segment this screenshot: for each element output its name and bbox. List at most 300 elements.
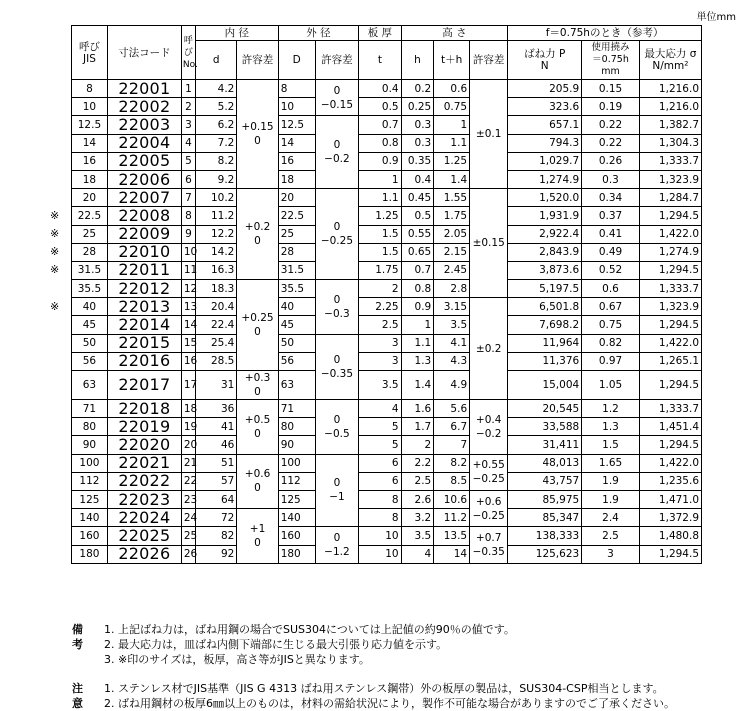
cell-th: 1 <box>434 116 470 134</box>
cell-D-tol-upper: 0 <box>333 532 341 544</box>
cell-th: 6.7 <box>434 418 470 436</box>
cell-stress: 1,265.1 <box>639 352 701 370</box>
cell-D: 40 <box>278 298 315 316</box>
cell-D: 20 <box>278 189 315 207</box>
cell-jis: 63 <box>72 371 108 400</box>
cell-code: 22007 <box>107 189 181 207</box>
cell-no: 15 <box>181 334 195 352</box>
header-t: t <box>359 41 401 80</box>
cell-h: 1.6 <box>401 400 434 418</box>
cell-d: 31 <box>196 371 237 400</box>
cell-t: 5 <box>359 436 401 454</box>
cell-t: 0.8 <box>359 134 401 152</box>
cell-D: 35.5 <box>278 280 315 298</box>
cell-d-tol <box>237 371 278 400</box>
header-outer: 外 径 <box>278 26 359 41</box>
cell-force: 48,013 <box>508 454 582 472</box>
cell-D: 14 <box>278 134 315 152</box>
cell-h: 0.9 <box>401 298 434 316</box>
header-d: d <box>196 41 237 80</box>
cell-force: 7,698.2 <box>508 316 582 334</box>
cell-d-tol <box>237 454 278 509</box>
header-ref: f＝0.75hのとき（参考） <box>508 26 702 41</box>
cell-d: 72 <box>196 509 237 527</box>
table-row <box>72 261 702 279</box>
cell-d: 28.5 <box>196 352 237 370</box>
cell-th: 1.4 <box>434 170 470 188</box>
cell-h-tol-lower: −0.35 <box>472 546 505 558</box>
cell-h: 0.4 <box>401 170 434 188</box>
cell-jis: 80 <box>72 418 108 436</box>
cell-d: 25.4 <box>196 334 237 352</box>
header-D-tol: 許容差 <box>315 41 359 80</box>
cell-th: 13.5 <box>434 527 470 545</box>
cell-d-tol <box>237 189 278 280</box>
cell-d: 12.2 <box>196 225 237 243</box>
cell-no: 21 <box>181 454 195 472</box>
cell-code: 22003 <box>107 116 181 134</box>
cell-D: 12.5 <box>278 116 315 134</box>
cell-th: 1.25 <box>434 152 470 170</box>
cell-force: 323.6 <box>508 98 582 116</box>
cell-d: 57 <box>196 472 237 490</box>
cell-deflection: 0.6 <box>582 280 640 298</box>
cell-t: 5 <box>359 418 401 436</box>
cell-D-tol-lower: −0.15 <box>320 98 354 111</box>
cell-deflection: 1.2 <box>582 400 640 418</box>
cell-th: 7 <box>434 436 470 454</box>
cell-t: 8 <box>359 509 401 527</box>
cell-h: 2.2 <box>401 454 434 472</box>
cell-h: 0.65 <box>401 243 434 261</box>
cell-D-tol-lower: −0.2 <box>324 153 350 166</box>
cell-deflection: 0.26 <box>582 152 640 170</box>
header-height: 高 さ <box>401 26 508 41</box>
cell-h: 4 <box>401 545 434 563</box>
cell-h-tol <box>470 527 508 563</box>
cell-d: 36 <box>196 400 237 418</box>
cell-jis: 35.5 <box>72 280 108 298</box>
cell-code: 22005 <box>107 152 181 170</box>
size-mark: ※ <box>50 227 60 241</box>
cell-d: 7.2 <box>196 134 237 152</box>
cell-no: 20 <box>181 436 195 454</box>
cell-th: 1.75 <box>434 207 470 225</box>
cell-h-tol <box>470 490 508 526</box>
cell-h: 0.7 <box>401 261 434 279</box>
cell-D-tol <box>315 334 359 399</box>
cell-D: 140 <box>278 509 315 527</box>
table-row <box>72 152 702 170</box>
cell-deflection: 0.22 <box>582 134 640 152</box>
cell-no: 23 <box>181 490 195 508</box>
cell-t: 10 <box>359 545 401 563</box>
cell-jis: 28 <box>72 243 108 261</box>
header-d-tol: 許容差 <box>237 41 278 80</box>
cell-jis: 112 <box>72 472 108 490</box>
cell-t: 4 <box>359 400 401 418</box>
cell-no: 14 <box>181 316 195 334</box>
cell-d: 16.3 <box>196 261 237 279</box>
cell-d: 4.2 <box>196 80 237 98</box>
spec-table-body <box>72 80 702 564</box>
cell-d: 5.2 <box>196 98 237 116</box>
cell-force: 85,347 <box>508 509 582 527</box>
cell-h-tol-upper: +0.55 <box>472 459 505 472</box>
table-row <box>72 98 702 116</box>
cell-d: 51 <box>196 454 237 472</box>
header-inner: 内 径 <box>196 26 279 41</box>
cell-stress: 1,216.0 <box>639 98 701 116</box>
cell-force: 1,029.7 <box>508 152 582 170</box>
cell-stress: 1,333.7 <box>639 400 701 418</box>
cell-stress: 1,274.9 <box>639 243 701 261</box>
cell-jis: 125 <box>72 490 108 508</box>
header-code: 寸法コード <box>107 26 181 80</box>
cell-d-tol-lower: 0 <box>254 427 261 440</box>
cell-D-tol <box>315 80 359 116</box>
note-line: 3. ※印のサイズは，板厚，高さ等がJISと異なります。 <box>104 653 370 666</box>
cell-code: 22020 <box>107 436 181 454</box>
cell-th: 3.15 <box>434 298 470 316</box>
table-row <box>72 352 702 370</box>
cell-th: 8.2 <box>434 454 470 472</box>
cell-no: 4 <box>181 134 195 152</box>
cell-deflection: 0.52 <box>582 261 640 279</box>
cell-h: 2.5 <box>401 472 434 490</box>
cell-th: 4.3 <box>434 352 470 370</box>
cell-code: 22023 <box>107 490 181 508</box>
cell-stress: 1,471.0 <box>639 490 701 508</box>
cell-code: 22012 <box>107 280 181 298</box>
size-mark: ※ <box>50 208 60 222</box>
header-stress: 最大応力 σ N/mm² <box>639 41 701 80</box>
cell-D-tol-upper: 0 <box>333 221 341 234</box>
cell-deflection: 0.49 <box>582 243 640 261</box>
cell-stress: 1,333.7 <box>639 152 701 170</box>
cell-h: 0.25 <box>401 98 434 116</box>
cell-d: 9.2 <box>196 170 237 188</box>
cell-deflection: 2.5 <box>582 527 640 545</box>
cell-force: 2,922.4 <box>508 225 582 243</box>
cell-t: 10 <box>359 527 401 545</box>
cell-code: 22004 <box>107 134 181 152</box>
cell-jis: 14 <box>72 134 108 152</box>
cell-deflection: 0.22 <box>582 116 640 134</box>
cell-force: 33,588 <box>508 418 582 436</box>
cell-jis: 25 <box>72 225 108 243</box>
cell-d-tol-upper: +0.2 <box>244 221 271 234</box>
cell-stress: 1,422.0 <box>639 334 701 352</box>
cell-h: 1.3 <box>401 352 434 370</box>
cell-force: 794.3 <box>508 134 582 152</box>
cell-force: 6,501.8 <box>508 298 582 316</box>
table-row <box>72 207 702 225</box>
cell-deflection: 0.67 <box>582 298 640 316</box>
cell-force: 657.1 <box>508 116 582 134</box>
cell-no: 19 <box>181 418 195 436</box>
cell-d: 22.4 <box>196 316 237 334</box>
cell-jis: 180 <box>72 545 108 563</box>
cell-no: 22 <box>181 472 195 490</box>
cell-d: 8.2 <box>196 152 237 170</box>
cell-code: 22024 <box>107 509 181 527</box>
cell-d-tol-lower: 0 <box>254 135 261 148</box>
cell-force: 11,964 <box>508 334 582 352</box>
cell-h: 0.3 <box>401 116 434 134</box>
cell-D-tol-upper: 0 <box>333 477 341 490</box>
cell-code: 22025 <box>107 527 181 545</box>
cell-D: 16 <box>278 152 315 170</box>
cell-h-tol <box>470 400 508 455</box>
notes-label: 備考 <box>72 623 83 651</box>
cell-h: 0.5 <box>401 207 434 225</box>
header-h-tol: 許容差 <box>470 41 508 80</box>
cell-D: 125 <box>278 490 315 508</box>
header-h: h <box>401 41 434 80</box>
cell-stress: 1,323.9 <box>639 298 701 316</box>
cell-D: 22.5 <box>278 207 315 225</box>
cell-D-tol-upper: 0 <box>333 413 341 426</box>
table-row <box>72 490 702 508</box>
cell-code: 22018 <box>107 400 181 418</box>
cell-D: 18 <box>278 170 315 188</box>
cell-jis: 140 <box>72 509 108 527</box>
cell-deflection: 0.97 <box>582 352 640 370</box>
cell-D-tol-lower: −0.25 <box>320 235 354 248</box>
table-row <box>72 170 702 188</box>
cell-d-tol-lower: 0 <box>254 326 261 339</box>
header-D: D <box>278 41 315 80</box>
cell-stress: 1,294.5 <box>639 261 701 279</box>
table-row <box>72 472 702 490</box>
cell-jis: 8 <box>72 80 108 98</box>
cell-h: 1.1 <box>401 334 434 352</box>
cell-deflection: 2.4 <box>582 509 640 527</box>
cell-th: 2.05 <box>434 225 470 243</box>
cell-D: 112 <box>278 472 315 490</box>
cell-th: 2.8 <box>434 280 470 298</box>
table-row <box>72 298 702 316</box>
header-deflection: 使用撓み ＝0.75h mm <box>582 41 640 80</box>
unit-label: 単位mm <box>696 12 736 23</box>
cell-D: 28 <box>278 243 315 261</box>
cell-deflection: 1.9 <box>582 472 640 490</box>
cell-th: 0.75 <box>434 98 470 116</box>
cell-jis: 50 <box>72 334 108 352</box>
cell-deflection: 0.34 <box>582 189 640 207</box>
table-row <box>72 418 702 436</box>
cell-t: 1.5 <box>359 243 401 261</box>
cell-D-tol-lower: −1 <box>329 491 345 504</box>
cell-code: 22015 <box>107 334 181 352</box>
cell-no: 5 <box>181 152 195 170</box>
cell-d-tol-upper: +0.25 <box>241 312 274 325</box>
cell-no: 11 <box>181 261 195 279</box>
cell-deflection: 1.05 <box>582 371 640 400</box>
cell-t: 2 <box>359 280 401 298</box>
cell-th: 4.9 <box>434 371 470 400</box>
table-row <box>72 134 702 152</box>
cell-t: 6 <box>359 472 401 490</box>
cell-no: 3 <box>181 116 195 134</box>
cell-deflection: 3 <box>582 545 640 563</box>
cell-no: 9 <box>181 225 195 243</box>
cell-force: 2,843.9 <box>508 243 582 261</box>
cell-code: 22009 <box>107 225 181 243</box>
cell-h: 1.4 <box>401 371 434 400</box>
cell-D-tol <box>315 454 359 527</box>
cell-h: 1 <box>401 316 434 334</box>
cell-force: 43,757 <box>508 472 582 490</box>
cell-d: 10.2 <box>196 189 237 207</box>
size-mark: ※ <box>50 245 60 259</box>
cell-t: 1.5 <box>359 225 401 243</box>
cell-force: 205.9 <box>508 80 582 98</box>
cell-deflection: 0.37 <box>582 207 640 225</box>
caution-line: 1. ステンレス材でJIS基準（JIS G 4313 ばね用ステンレス鋼帯）外の板厚の製品は，SUS304-CSP相当とします。 <box>104 682 664 695</box>
cell-code: 22014 <box>107 316 181 334</box>
cell-D-tol-lower: −1.2 <box>324 546 350 558</box>
cell-jis: 22.5 <box>72 207 108 225</box>
cell-D: 100 <box>278 454 315 472</box>
cell-jis: 16 <box>72 152 108 170</box>
cell-force: 1,931.9 <box>508 207 582 225</box>
cell-no: 24 <box>181 509 195 527</box>
cell-D-tol-upper: 0 <box>333 353 341 366</box>
cell-code: 22013 <box>107 298 181 316</box>
cell-force: 85,975 <box>508 490 582 508</box>
cell-h-tol-lower: −0.25 <box>472 473 505 486</box>
cell-stress: 1,294.5 <box>639 436 701 454</box>
cell-stress: 1,422.0 <box>639 225 701 243</box>
table-row <box>72 509 702 527</box>
cell-force: 15,004 <box>508 371 582 400</box>
cell-D-tol <box>315 280 359 335</box>
cell-D-tol <box>315 400 359 455</box>
cell-t: 3.5 <box>359 371 401 400</box>
cell-deflection: 0.41 <box>582 225 640 243</box>
cell-d-tol-lower: 0 <box>254 386 261 398</box>
cell-no: 16 <box>181 352 195 370</box>
cell-jis: 45 <box>72 316 108 334</box>
cell-stress: 1,372.9 <box>639 509 701 527</box>
cell-th: 1.55 <box>434 189 470 207</box>
cell-no: 13 <box>181 298 195 316</box>
cell-h: 0.35 <box>401 152 434 170</box>
cell-jis: 40 <box>72 298 108 316</box>
table-row <box>72 243 702 261</box>
cell-force: 1,520.0 <box>508 189 582 207</box>
cell-h-tol <box>470 189 508 298</box>
cell-jis: 20 <box>72 189 108 207</box>
cell-t: 8 <box>359 490 401 508</box>
cell-t: 0.4 <box>359 80 401 98</box>
cell-jis: 160 <box>72 527 108 545</box>
cell-force: 20,545 <box>508 400 582 418</box>
cell-th: 3.5 <box>434 316 470 334</box>
cell-D-tol <box>315 527 359 563</box>
cell-d: 82 <box>196 527 237 545</box>
cell-D-tol-upper: 0 <box>333 84 341 97</box>
cell-jis: 18 <box>72 170 108 188</box>
cell-h: 0.3 <box>401 134 434 152</box>
cell-t: 1.1 <box>359 189 401 207</box>
cell-d-tol-lower: 0 <box>254 536 261 549</box>
cell-force: 125,623 <box>508 545 582 563</box>
table-row <box>72 189 702 207</box>
cell-d-tol <box>237 80 278 189</box>
cell-th: 10.6 <box>434 490 470 508</box>
cell-h-tol-lower: −0.25 <box>472 509 505 522</box>
cell-t: 2.5 <box>359 316 401 334</box>
cell-stress: 1,284.7 <box>639 189 701 207</box>
cell-d-tol-upper: +0.6 <box>244 468 271 481</box>
cell-jis: 90 <box>72 436 108 454</box>
table-row <box>72 116 702 134</box>
cell-D: 160 <box>278 527 315 545</box>
cell-jis: 12.5 <box>72 116 108 134</box>
cell-D: 80 <box>278 418 315 436</box>
cell-D-tol <box>315 116 359 189</box>
cell-D: 8 <box>278 80 315 98</box>
cell-d-tol <box>237 280 278 371</box>
cell-d-tol-upper: +0.15 <box>241 121 274 134</box>
cell-D: 31.5 <box>278 261 315 279</box>
cell-no: 26 <box>181 545 195 563</box>
table-row <box>72 80 702 98</box>
cell-d: 46 <box>196 436 237 454</box>
caution-line: 2. ばね用鋼材の板厚6㎜以上のものは，材料の需給状況により，製作不可能な場合がありますのでご了承ください。 <box>104 697 675 710</box>
cell-deflection: 0.19 <box>582 98 640 116</box>
cell-code: 22017 <box>107 371 181 400</box>
cell-h-tol <box>470 80 508 189</box>
table-row <box>72 527 702 545</box>
cell-stress: 1,382.7 <box>639 116 701 134</box>
cell-stress: 1,451.4 <box>639 418 701 436</box>
cell-jis: 56 <box>72 352 108 370</box>
table-row <box>72 316 702 334</box>
cell-stress: 1,216.0 <box>639 80 701 98</box>
cell-th: 5.6 <box>434 400 470 418</box>
table-row <box>72 334 702 352</box>
cell-h-tol-upper: +0.7 <box>475 532 502 544</box>
cell-D: 25 <box>278 225 315 243</box>
cell-deflection: 1.5 <box>582 436 640 454</box>
cell-force: 138,333 <box>508 527 582 545</box>
note-line: 2. 最大応力は，皿ばね内側下端部に生じる最大引張り応力値を示す。 <box>104 638 448 651</box>
cell-force: 1,274.9 <box>508 170 582 188</box>
cell-stress: 1,294.5 <box>639 545 701 563</box>
cell-D: 90 <box>278 436 315 454</box>
cell-d-tol-lower: 0 <box>254 482 261 495</box>
cell-D: 10 <box>278 98 315 116</box>
cell-d-tol <box>237 509 278 564</box>
cell-no: 17 <box>181 371 195 400</box>
cell-h-tol-upper: +0.6 <box>475 495 502 508</box>
cell-no: 2 <box>181 98 195 116</box>
cell-code: 22001 <box>107 80 181 98</box>
cell-t: 2.25 <box>359 298 401 316</box>
header-thickness: 板 厚 <box>359 26 401 41</box>
cell-h-tol-upper: ±0.15 <box>472 237 505 250</box>
cell-code: 22022 <box>107 472 181 490</box>
cell-d-tol <box>237 400 278 455</box>
cell-force: 31,411 <box>508 436 582 454</box>
cell-D-tol <box>315 189 359 280</box>
cell-no: 6 <box>181 170 195 188</box>
cell-deflection: 1.65 <box>582 454 640 472</box>
